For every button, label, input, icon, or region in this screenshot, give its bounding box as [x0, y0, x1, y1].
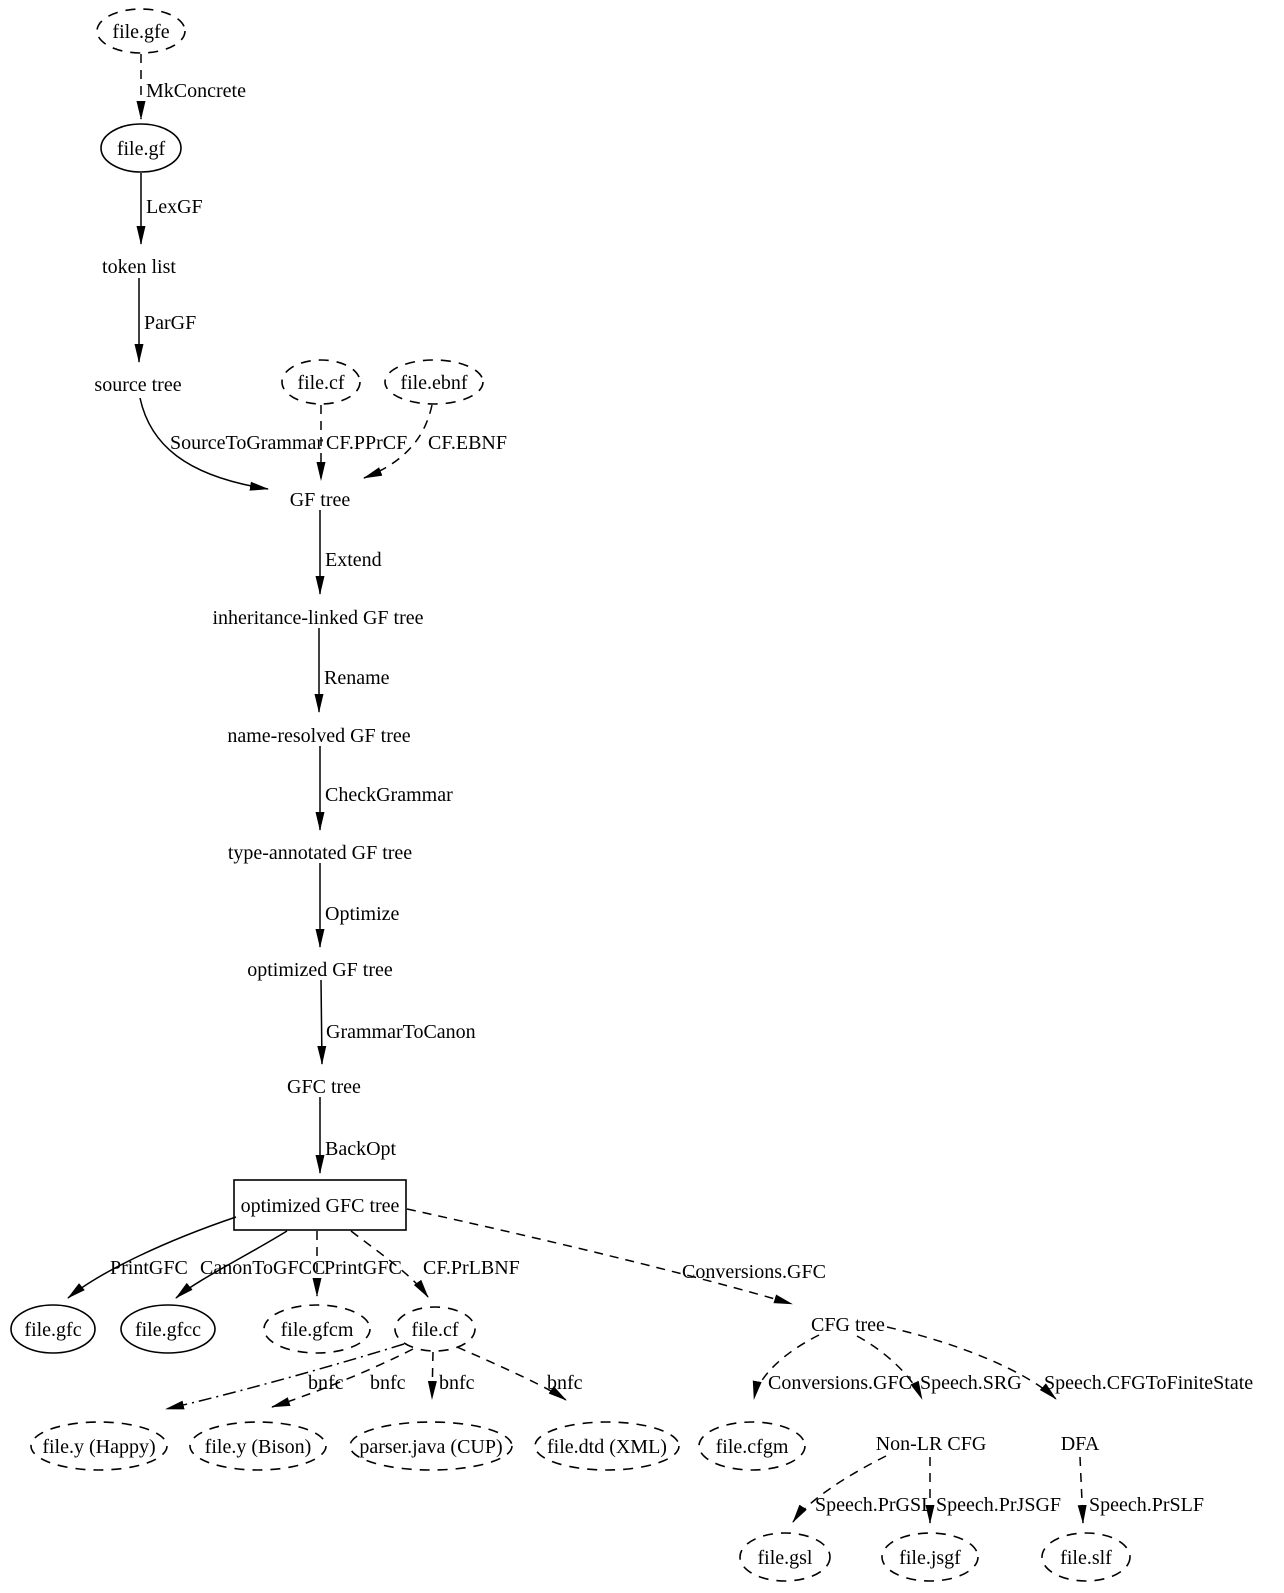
- edge-label: CF.EBNF: [428, 432, 507, 454]
- node-label: file.gsl: [757, 1547, 813, 1569]
- edge-gfc-tree--optimized-gfc-tree: [320, 1097, 397, 1173]
- node-label: type-annotated GF tree: [227, 842, 413, 864]
- node-file-gfe: [97, 9, 185, 53]
- node-source-tree: [94, 374, 181, 396]
- nodes-layer: [11, 9, 1130, 1581]
- edge-label: PrintGFC: [110, 1257, 188, 1279]
- node-dfa: [1061, 1433, 1100, 1455]
- node-file-y-bison: [190, 1422, 326, 1470]
- edge-label: CanonToGFCC: [200, 1257, 326, 1279]
- edge-dfa--file-slf: [1080, 1457, 1204, 1523]
- node-file-slf: [1042, 1533, 1130, 1581]
- edge-label: Conversions.GFC: [682, 1261, 826, 1283]
- edge-arrow: [432, 1352, 433, 1399]
- node-file-cfgm: [699, 1422, 805, 1470]
- edge-type-annotated-gf-tree--optimized-gf-tree: [320, 863, 400, 947]
- edge-optimized-gf-tree--gfc-tree: [321, 980, 476, 1064]
- node-file-gsl: [740, 1533, 830, 1581]
- edge-label: Optimize: [325, 903, 400, 925]
- node-type-annotated-gf-tree: [228, 842, 412, 864]
- edge-file-cf-bottom--file-dtd-xml: [457, 1347, 583, 1400]
- node-label: file.cfgm: [715, 1436, 789, 1458]
- edge-label: Speech.SRG: [920, 1372, 1022, 1394]
- edge-label: MkConcrete: [146, 80, 246, 102]
- node-file-dtd-xml: [535, 1422, 679, 1470]
- edge-file-gfe--file-gf: [141, 54, 246, 119]
- edge-cfg-tree--file-cfgm: [754, 1335, 912, 1399]
- node-file-gfcc: [121, 1305, 215, 1353]
- edge-name-resolved-gf-tree--type-annotated-gf-tree: [320, 746, 453, 830]
- edge-arrow: [166, 1344, 404, 1409]
- node-label: name-resolved GF tree: [227, 725, 411, 747]
- node-label: DFA: [1060, 1433, 1100, 1455]
- node-label: file.cf: [411, 1319, 459, 1341]
- node-label: parser.java (CUP): [359, 1436, 503, 1458]
- edge-label: CheckGrammar: [325, 784, 453, 806]
- node-cfg-tree: [811, 1314, 885, 1336]
- edge-label: Speech.CFGToFiniteState: [1044, 1372, 1254, 1394]
- node-label: file.gf: [116, 138, 166, 160]
- node-label: inheritance-linked GF tree: [212, 607, 424, 629]
- edge-label: GrammarToCanon: [326, 1021, 476, 1043]
- edge-non-lr-cfg--file-jsgf: [930, 1457, 1061, 1523]
- edge-label: Speech.PrGSL: [815, 1494, 934, 1516]
- edge-label: Conversions.GFC: [768, 1372, 912, 1394]
- edge-file-cf-bottom--file-y-happy: [166, 1344, 404, 1409]
- edge-label: bnfc: [547, 1372, 583, 1394]
- edge-label: Speech.PrJSGF: [936, 1494, 1062, 1516]
- node-parser-java-cup: [350, 1422, 512, 1470]
- node-file-cf-top: [282, 360, 360, 404]
- node-name-resolved-gf-tree: [227, 725, 410, 747]
- node-label: file.slf: [1060, 1547, 1112, 1569]
- edge-label: PrintGFC: [324, 1257, 402, 1279]
- edge-inheritance-linked-gf-tree--name-resolved-gf-tree: [319, 628, 390, 712]
- node-label: file.y (Bison): [204, 1436, 312, 1458]
- node-label: optimized GFC tree: [240, 1195, 400, 1217]
- edge-label: Speech.PrSLF: [1089, 1494, 1204, 1516]
- node-optimized-gfc-tree: [234, 1180, 406, 1230]
- edge-label: CF.PrLBNF: [423, 1257, 520, 1279]
- edge-label: BackOpt: [325, 1138, 397, 1160]
- node-label: GFC tree: [287, 1076, 361, 1098]
- edge-optimized-gfc-tree--file-gfcm: [317, 1231, 402, 1296]
- edge-file-cf-top--gf-tree: [321, 405, 407, 480]
- node-label: file.ebnf: [400, 372, 468, 394]
- edge-label: bnfc: [439, 1372, 475, 1394]
- node-label: file.gfcm: [280, 1319, 354, 1341]
- edge-source-tree--gf-tree: [140, 398, 323, 489]
- node-label: file.gfc: [24, 1319, 82, 1341]
- edge-arrow: [1080, 1457, 1083, 1523]
- edge-label: bnfc: [308, 1372, 344, 1394]
- node-optimized-gf-tree: [247, 959, 393, 981]
- node-file-gfcm: [264, 1305, 370, 1353]
- node-label: file.jsgf: [899, 1547, 961, 1569]
- edge-non-lr-cfg--file-gsl: [793, 1456, 933, 1522]
- node-non-lr-cfg: [876, 1433, 987, 1455]
- edge-label: ParGF: [144, 312, 197, 334]
- node-label: file.dtd (XML): [547, 1436, 667, 1458]
- node-file-ebnf: [385, 360, 483, 404]
- node-label: CFG tree: [811, 1314, 885, 1336]
- edge-label: CF.PPrCF: [326, 432, 408, 454]
- node-label: file.cf: [297, 372, 345, 394]
- node-gf-tree: [290, 489, 351, 511]
- node-label: file.y (Happy): [42, 1436, 156, 1458]
- node-token-list: [102, 256, 176, 278]
- node-label: GF tree: [289, 489, 351, 511]
- node-inheritance-linked-gf-tree: [212, 607, 423, 629]
- edge-token-list--source-tree: [139, 278, 196, 362]
- node-label: file.gfe: [112, 21, 170, 43]
- edge-label: bnfc: [370, 1372, 406, 1394]
- edges-layer: [68, 54, 1253, 1523]
- node-file-cf-bottom: [395, 1307, 475, 1351]
- node-file-y-happy: [31, 1422, 167, 1470]
- node-label: token list: [102, 256, 176, 278]
- node-file-jsgf: [882, 1533, 978, 1581]
- edge-label: SourceToGrammar: [170, 432, 323, 454]
- edge-file-gf--token-list: [141, 173, 203, 244]
- node-file-gf: [101, 124, 181, 172]
- node-label: source tree: [94, 374, 182, 396]
- node-file-gfc: [11, 1305, 95, 1353]
- edge-arrow: [321, 980, 322, 1064]
- node-label: optimized GF tree: [247, 959, 393, 981]
- node-label: file.gfcc: [134, 1319, 202, 1341]
- node-gfc-tree: [287, 1076, 361, 1098]
- edge-label: Rename: [324, 667, 390, 689]
- edge-label: LexGF: [146, 196, 203, 218]
- edge-label: Extend: [325, 549, 382, 571]
- node-label: Non-LR CFG: [875, 1433, 987, 1455]
- edge-gf-tree--inheritance-linked-gf-tree: [320, 510, 382, 594]
- edge-file-cf-bottom--parser-java-cup: [432, 1352, 475, 1399]
- edge-optimized-gfc-tree--file-gfcc: [176, 1231, 325, 1298]
